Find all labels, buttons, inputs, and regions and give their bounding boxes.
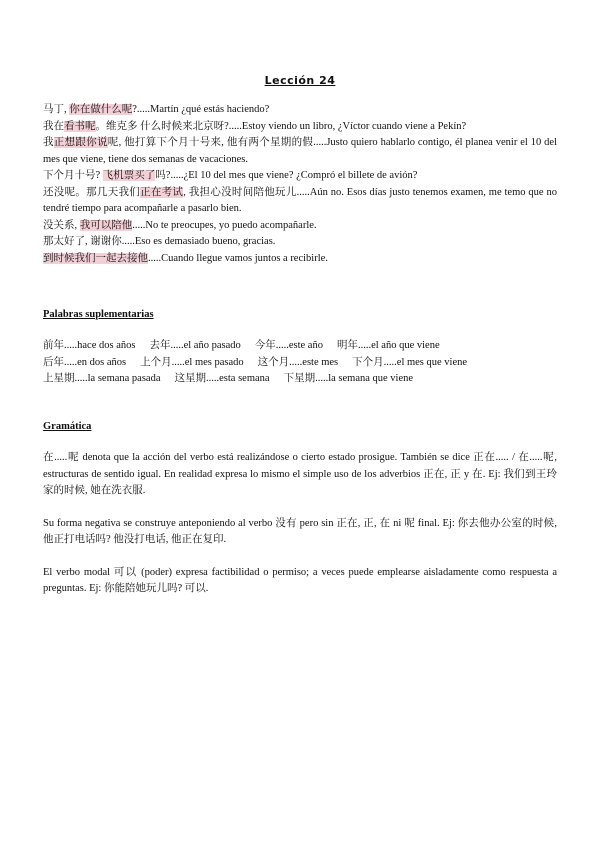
vocab-meaning: .....la semana pasada [74,373,161,384]
vocab-meaning: .....el año pasado [170,340,241,351]
dialogue-text: 我在 [43,120,64,132]
dialogue-line [43,119,557,136]
vocab-word: 前年 [43,340,64,351]
vocab-word: 明年 [336,340,358,351]
highlighted-phrase: 我可以陪他 [79,219,133,231]
highlighted-phrase: 飞机票买了 [102,170,156,181]
dialogue-line [43,102,557,119]
vocab-word: 下个月 [352,356,384,368]
vocab-meaning: .....este mes [289,356,339,368]
dialogue-text: 下个月十号? [43,170,103,181]
grammar-paragraph: 在.....呢 denota que la acción del verbo está realizándose o cierto estado prosigue. También se dice 正在..... / 在.....呢, estructuras de sentido igual. En realidad expresa lo mismo el simple uso de los adverbios 正在, 正 y 在. Ej: 我们到王玲家的时候, 她在洗衣服. [43,452,557,496]
dialogue-text: 。维克多 什么时候来北京呀?.....Estoy viendo un libro, ¿Víctor cuando viene a Pekín? [95,120,467,132]
dialogue-text: .....No te preocupes, yo puedo acompañarle. [132,219,317,231]
vocab-meaning: .....esta semana [206,373,270,384]
highlighted-phrase: 到时候我们一起去接他 [43,252,148,264]
dialogue-line [43,168,557,185]
vocab-meaning: .....el mes que viene [383,356,468,368]
dialogue-text: 那太好了, 谢谢你 [43,236,122,247]
vocab-line [43,338,557,355]
dialogue-text: .....Cuando llegue vamos juntos a recibirle. [148,252,328,264]
highlighted-phrase: 看书呢 [64,120,96,132]
dialogue-section [43,102,557,267]
grammar-paragraph: Su forma negativa se construye anteponiendo al verbo 没有 pero sin 正在, 正, 在 ni 呢 final. Ej: 你去他办公室的时候, 他正打电话吗? 他没打电话, 他正在复印. [43,517,557,545]
dialogue-text: 马丁, [43,104,70,115]
vocab-word: 后年 [43,356,64,368]
dialogue-text: 吗?.....¿El 10 del mes que viene? ¿Compró el billete de avión? [155,170,418,181]
vocab-meaning: .....en dos años [64,356,127,368]
dialogue-line [43,218,557,235]
dialogue-text: 我 [43,137,54,148]
grammar-section [43,450,557,614]
vocab-meaning: .....hace dos años [64,340,136,351]
vocab-line [43,371,557,388]
dialogue-text: .....Eso es demasiado bueno, gracias. [121,236,276,247]
vocab-meaning: .....el año que viene [357,340,440,351]
vocab-word: 今年 [254,340,276,351]
lesson-title: Lección 24 [264,74,336,87]
vocab-meaning: .....la semana que viene [315,373,414,384]
highlighted-phrase: 正在考试 [140,186,184,198]
vocab-word: 这个月 [257,356,290,368]
vocab-word: 下星期 [283,373,316,384]
vocab-meaning: .....el mes pasado [171,356,244,368]
grammar-paragraph: El verbo modal 可以 (poder) expresa factibilidad o permiso; a veces puede emplearse aisladamente como respuesta a preguntas. Ej: 你能陪她玩儿吗? 可以. [43,566,557,594]
vocab-meaning: .....este año [275,340,323,351]
grammar-heading: Gramática [43,421,92,432]
dialogue-text: 还没呢。那几天我们 [43,186,141,198]
dialogue-text: 呢, 他打算下个月十号来, 他有两个星期的假.....Justo quiero hablarlo contigo, él planea venir el 10 del mes que viene, tiene dos semanas de vacaciones. [43,137,558,165]
dialogue-line [43,135,557,168]
vocab-heading: Palabras suplementarias [43,309,154,320]
dialogue-text: ?.....Martín ¿qué estás haciendo? [132,104,270,115]
dialogue-line [43,251,557,268]
vocab-word: 去年 [149,340,171,351]
vocab-word: 上星期 [43,373,75,384]
dialogue-text: 没关系, [43,219,80,231]
highlighted-phrase: 正想跟你说 [53,137,108,148]
dialogue-line [43,234,557,251]
vocab-section [43,338,557,388]
dialogue-line [43,185,557,218]
vocab-line [43,355,557,372]
dialogue-text: , 我担心没时间陪他玩儿.....Aún no. Esos días justo tenemos examen, me temo que no tendré tiempo para acompañarle a pasarlo bien. [43,186,557,214]
vocab-word: 上个月 [140,356,172,368]
highlighted-phrase: 你在做什么呢 [69,104,133,115]
vocab-word: 这星期 [174,373,207,384]
